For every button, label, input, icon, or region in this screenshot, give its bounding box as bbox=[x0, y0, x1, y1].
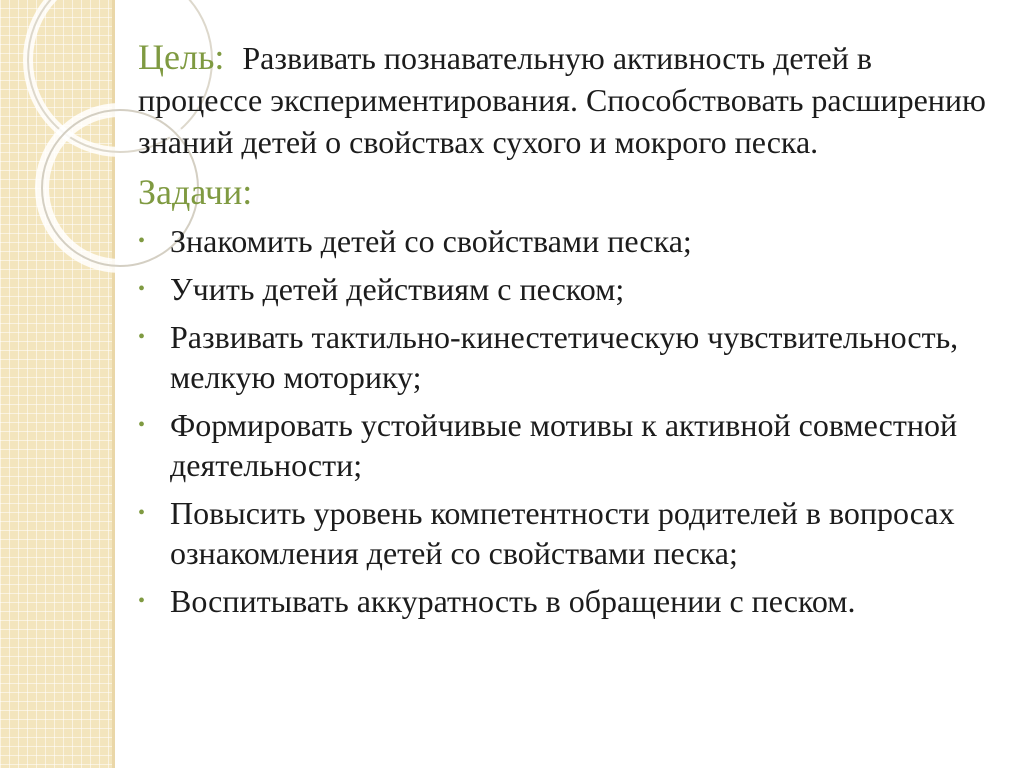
task-item bbox=[138, 317, 998, 397]
goal-paragraph bbox=[138, 36, 998, 163]
task-text: Повысить уровень компетентности родителей в вопросах ознакомления детей со свойствами песка; bbox=[170, 495, 955, 571]
task-item bbox=[138, 405, 998, 485]
goal-text: Развивать познавательную активность детей в процессе экспериментирования. Способствовать расширению знаний детей о свойствах сухого и мокрого песка. bbox=[138, 40, 986, 160]
task-text: Учить детей действиям с песком; bbox=[170, 271, 625, 307]
bullet-icon: • bbox=[138, 590, 146, 612]
task-item bbox=[138, 221, 998, 261]
bullet-icon: • bbox=[138, 502, 146, 524]
task-text: Формировать устойчивые мотивы к активной совместной деятельности; bbox=[170, 407, 958, 483]
goal-label: Цель: bbox=[138, 37, 225, 77]
bullet-icon: • bbox=[138, 278, 146, 300]
task-text: Знакомить детей со свойствами песка; bbox=[170, 223, 692, 259]
bullet-icon: • bbox=[138, 326, 146, 348]
bullet-icon: • bbox=[138, 414, 146, 436]
tasks-heading: Задачи: bbox=[138, 172, 253, 212]
task-item bbox=[138, 581, 998, 621]
tasks-list bbox=[138, 221, 998, 621]
slide-content bbox=[138, 36, 998, 629]
task-text: Воспитывать аккуратность в обращении с песком. bbox=[170, 583, 856, 619]
task-item bbox=[138, 493, 998, 573]
task-item bbox=[138, 269, 998, 309]
bullet-icon: • bbox=[138, 230, 146, 252]
task-text: Развивать тактильно-кинестетическую чувствительность, мелкую моторику; bbox=[170, 319, 959, 395]
